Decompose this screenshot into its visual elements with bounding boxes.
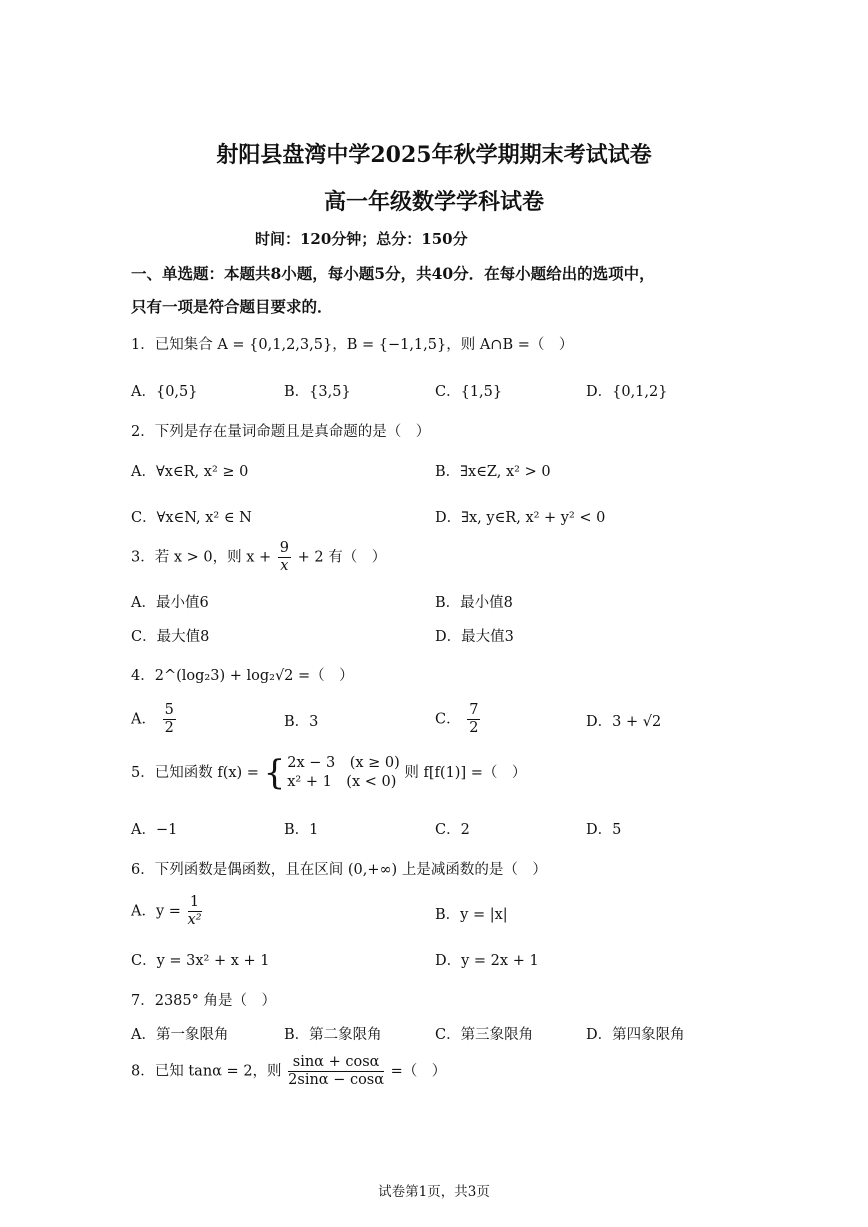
q7-option-d[interactable]: D．第四象限角 — [586, 1027, 685, 1043]
q4-a-fraction: $\frac{5}{2}$ — [164, 702, 174, 736]
q6-option-c[interactable]: C．y = 3x² + x + 1 — [131, 953, 270, 969]
q4-option-d[interactable]: D．3 + √2 — [586, 714, 662, 730]
q6-option-a[interactable]: A．y = $\frac{1}{\text{x²}}$ — [131, 894, 202, 928]
q7-option-c[interactable]: C．第三象限角 — [435, 1027, 534, 1043]
q1-option-b[interactable]: B．{3,5} — [284, 384, 351, 400]
piecewise-cases: 2x − 3 (x ≥ 0) x² + 1 (x < 0) — [287, 755, 400, 790]
q4-option-a[interactable]: A． $\frac{5}{2}$ — [131, 702, 174, 736]
q4-option-c[interactable]: C． $\frac{7}{2}$ — [435, 702, 479, 736]
question-8: 8．已知 tanα = 2，则 $\frac{\sin\alpha + \cos\alpha}{2\sin\alpha - \cos\alpha}$ =（ ） — [131, 1054, 447, 1088]
q5-option-b[interactable]: B．1 — [284, 822, 319, 838]
q3-fraction: $\frac{9}{x}$ — [279, 540, 290, 574]
q1-option-c[interactable]: C．{1,5} — [435, 384, 503, 400]
question-4: 4．2^(log₂3) + log₂√2 =（ ） — [131, 668, 354, 684]
section-heading: 一、单选题：本题共8小题，每小题5分，共40分．在每小题给出的选项中， — [131, 264, 655, 283]
question-2: 2．下列是存在量词命题且是真命题的是（ ） — [131, 424, 431, 440]
q6-a-fraction: $\frac{1}{\text{x²}}$ — [187, 894, 202, 928]
q7-option-b[interactable]: B．第二象限角 — [284, 1027, 382, 1043]
q2-option-c[interactable]: C．∀x∈N, x² ∈ N — [131, 510, 252, 526]
q1-option-a[interactable]: A．{0,5} — [131, 384, 198, 400]
q6-option-d[interactable]: D．y = 2x + 1 — [435, 953, 539, 969]
q4-option-b[interactable]: B．3 — [284, 714, 319, 730]
left-brace: { — [263, 753, 286, 793]
q8-fraction: $\frac{\sin\alpha + \cos\alpha}{2\sin\alpha - \cos\alpha}$ — [288, 1054, 385, 1088]
q5-option-c[interactable]: C．2 — [435, 822, 470, 838]
question-1: 1．已知集合 A = {0,1,2,3,5}，B = {−1,1,5}，则 A∩B =（ ） — [131, 337, 574, 353]
question-5: 5．已知函数 f(x) = { 2x − 3 (x ≥ 0) x² + 1 (x < 0) 则 f[f(1)] =（ ） — [131, 753, 527, 793]
q3-option-b[interactable]: B．最小值8 — [435, 595, 513, 611]
question-7: 7．2385° 角是（ ） — [131, 993, 276, 1009]
q5-option-a[interactable]: A．−1 — [131, 822, 178, 838]
page-footer: 试卷第1页，共3页 — [378, 1184, 490, 1200]
question-1-stem: A = {0,1,2,3,5}，B = {−1,1,5}，则 A∩B =（ ） — [217, 337, 574, 353]
q6-option-b[interactable]: B．y = |x| — [435, 907, 508, 923]
q7-option-a[interactable]: A．第一象限角 — [131, 1027, 229, 1043]
section-heading-cont: 只有一项是符合题目要求的． — [131, 297, 333, 316]
q5-option-d[interactable]: D．5 — [586, 822, 622, 838]
exam-title: 射阳县盘湾中学2025年秋学期期末考试试卷 — [216, 142, 652, 168]
q2-option-a[interactable]: A．∀x∈R, x² ≥ 0 — [131, 464, 249, 480]
q1-option-d[interactable]: D．{0,1,2} — [586, 384, 668, 400]
q2-option-d[interactable]: D．∃x, y∈R, x² + y² < 0 — [435, 510, 606, 526]
q3-option-c[interactable]: C．最大值8 — [131, 629, 210, 645]
q4-c-fraction: $\frac{7}{2}$ — [469, 702, 479, 736]
q3-option-d[interactable]: D．最大值3 — [435, 629, 514, 645]
question-6: 6．下列函数是偶函数，且在区间 (0,+∞) 上是减函数的是（ ） — [131, 862, 547, 878]
exam-subtitle: 高一年级数学学科试卷 — [323, 189, 544, 215]
q2-option-b[interactable]: B．∃x∈Z, x² > 0 — [435, 464, 551, 480]
time-info: 时间：120分钟；总分：150分 — [255, 230, 468, 248]
q3-option-a[interactable]: A．最小值6 — [131, 595, 209, 611]
question-3: 3．若 x > 0，则 x + $\frac{9}{x}$ + 2 有（ ） — [131, 540, 387, 574]
